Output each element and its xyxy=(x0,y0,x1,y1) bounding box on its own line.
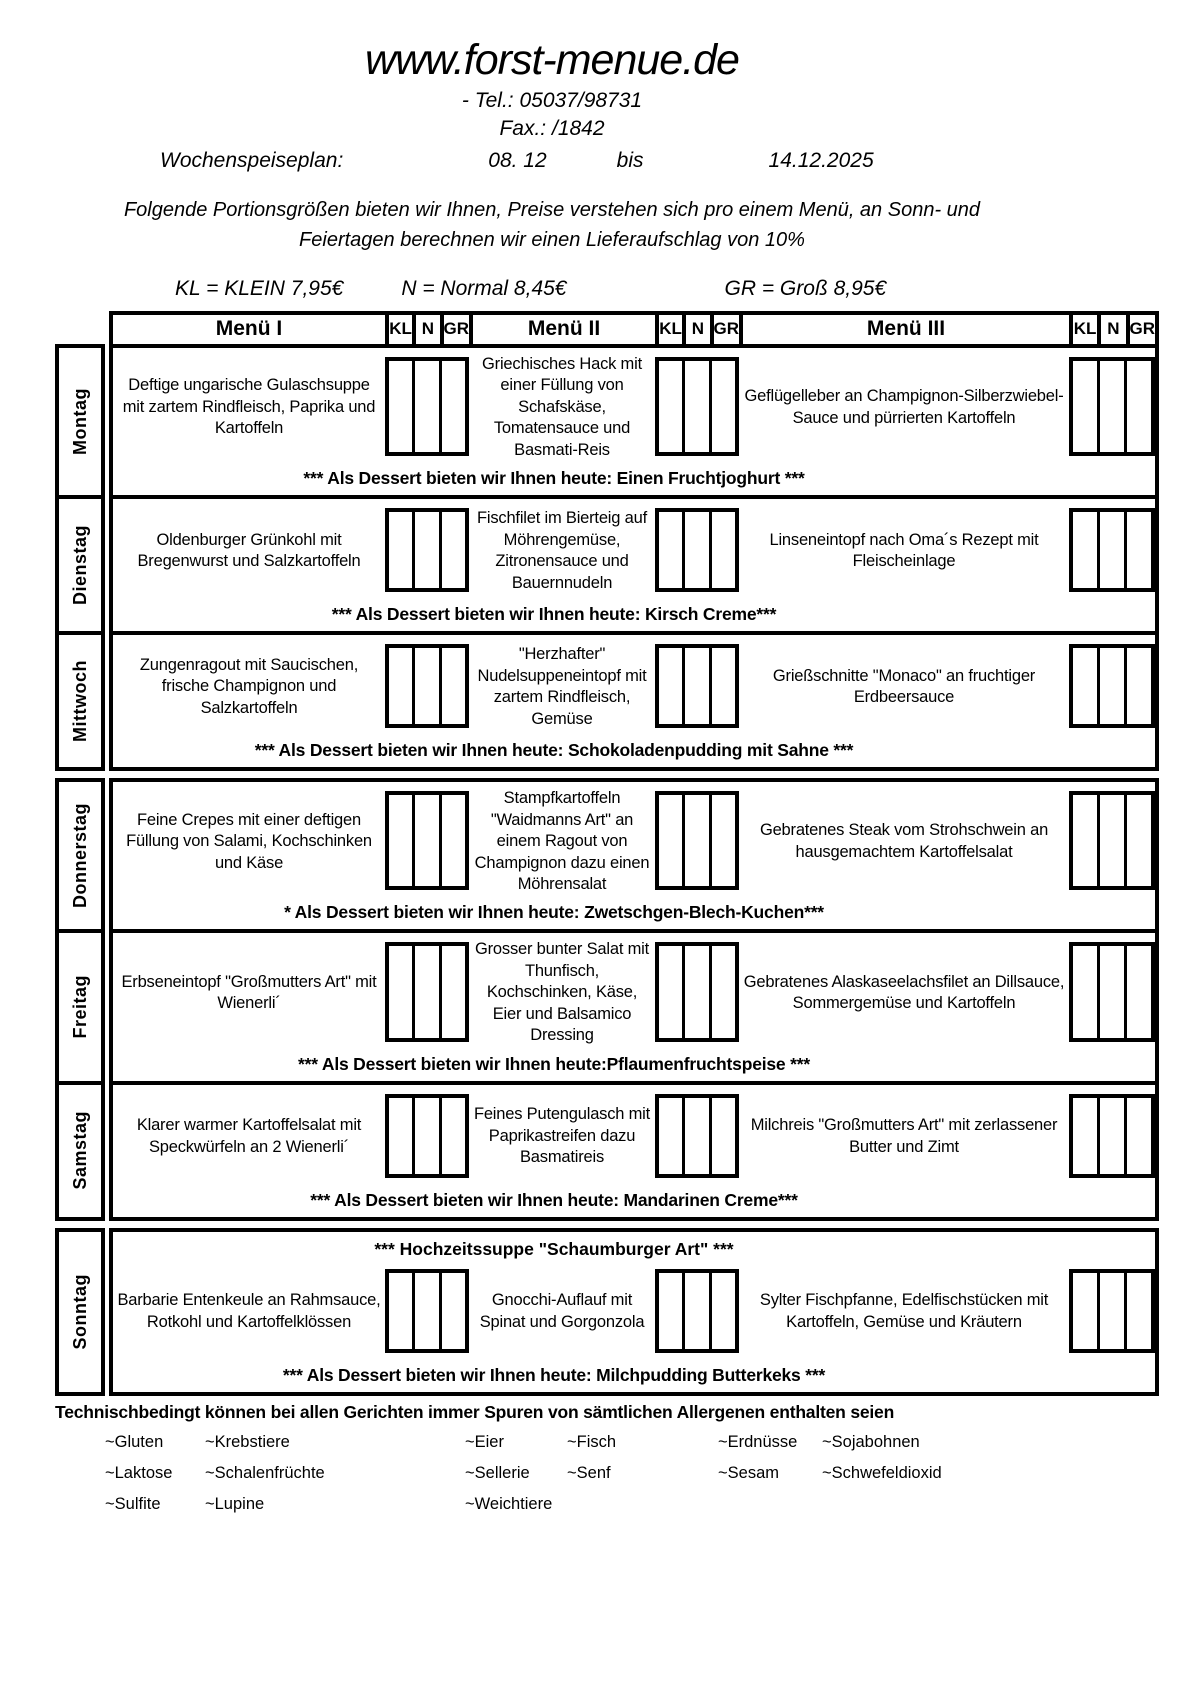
allergen-item: ~Lupine xyxy=(205,1494,265,1513)
portion-checkboxes-menu3 xyxy=(1069,499,1155,603)
day-content xyxy=(109,495,1159,635)
menu3-dish: Gebratenes Steak vom Strohschwein an hausgemachtem Kartoffelsalat xyxy=(759,821,1049,861)
column-header-menu1: Menü I xyxy=(215,317,283,340)
date-separator: bis xyxy=(616,149,644,172)
column-header-gr: GR xyxy=(710,315,740,344)
checkbox-kl[interactable] xyxy=(659,648,682,724)
column-header-gr: GR xyxy=(1126,315,1156,344)
checkbox-group xyxy=(1069,791,1155,890)
checkbox-gr[interactable] xyxy=(439,361,465,452)
checkbox-gr[interactable] xyxy=(439,1273,465,1349)
day-label xyxy=(55,344,105,499)
day-name: Mittwoch xyxy=(69,660,90,743)
checkbox-kl[interactable] xyxy=(659,361,682,452)
portion-checkboxes-menu1 xyxy=(385,635,469,739)
menu2-dish: Grosser bunter Salat mit Thunfisch, Kochschinken, Käse, Eier und Balsamico Dressing xyxy=(474,940,650,1045)
day-row xyxy=(55,495,1159,635)
day-label xyxy=(55,929,105,1084)
allergen-item: ~Senf xyxy=(567,1463,611,1482)
checkbox-n[interactable] xyxy=(1097,648,1124,724)
menu-table xyxy=(55,311,1159,1396)
menu3-dish: Milchreis "Großmutters Art" mit zerlassener Butter und Zimt xyxy=(750,1116,1058,1156)
column-header-menu3: Menü III xyxy=(739,315,1069,344)
menu2-dish: Gnocchi-Auflauf mit Spinat und Gorgonzola xyxy=(479,1291,645,1331)
day-label xyxy=(55,495,105,635)
allergen-item: ~Schwefeldioxid xyxy=(822,1463,942,1482)
checkbox-n[interactable] xyxy=(682,648,708,724)
checkbox-group xyxy=(385,644,469,728)
checkbox-group xyxy=(385,1094,469,1178)
dessert-line: *** Als Dessert bieten wir Ihnen heute: Milchpudding Butterkeks *** xyxy=(282,1364,826,1385)
table-body xyxy=(55,344,1159,1396)
day-content xyxy=(109,929,1159,1084)
checkbox-n[interactable] xyxy=(1097,1273,1124,1349)
checkbox-n[interactable] xyxy=(682,512,708,588)
allergen-item: ~Fisch xyxy=(567,1432,617,1451)
column-header-kl: KL xyxy=(389,319,412,338)
checkbox-group xyxy=(385,1269,469,1353)
document-header xyxy=(0,36,1104,301)
portion-checkboxes-menu1 xyxy=(385,1085,469,1189)
checkbox-group xyxy=(655,791,739,890)
checkbox-kl[interactable] xyxy=(659,512,682,588)
column-header-kl: KL xyxy=(1073,319,1097,338)
checkbox-kl[interactable] xyxy=(389,512,412,588)
menu1-dish: Zungenragout mit Saucischen, frische Champignon und Salzkartoffeln xyxy=(139,656,359,717)
menu2-dish: Stampfkartoffeln "Waidmanns Art" an einem Ragout von Champignon dazu einen Möhrensalat xyxy=(474,789,650,893)
checkbox-kl[interactable] xyxy=(1073,1273,1097,1349)
checkbox-gr[interactable] xyxy=(439,1098,465,1174)
column-header-menu2: Menü II xyxy=(469,315,655,344)
day-row xyxy=(55,778,1159,933)
column-header-n: N xyxy=(682,315,709,344)
allergen-item: ~Schalenfrüchte xyxy=(205,1463,325,1482)
portion-checkboxes-menu3 xyxy=(1069,782,1155,901)
menu1-dish: Feine Crepes mit einer deftigen Füllung von Salami, Kochschinken und Käse xyxy=(126,810,372,872)
menu2-dish: Fischfilet im Bierteig auf Möhrengemüse, Zitronensauce und Bauernnudeln xyxy=(477,509,647,592)
checkbox-gr[interactable] xyxy=(1124,361,1151,452)
portion-checkboxes-menu1 xyxy=(385,933,469,1052)
portion-checkboxes-menu2 xyxy=(655,782,739,901)
checkbox-kl[interactable] xyxy=(389,1273,412,1349)
allergen-item xyxy=(567,1495,718,1514)
checkbox-kl[interactable] xyxy=(1073,512,1097,588)
checkbox-kl[interactable] xyxy=(389,1098,412,1174)
day-row xyxy=(55,1081,1159,1221)
menus-grid xyxy=(113,782,1155,901)
price-legend xyxy=(0,277,1104,301)
checkbox-kl[interactable] xyxy=(1073,795,1097,886)
checkbox-gr[interactable] xyxy=(709,361,735,452)
plan-label: Wochenspeiseplan: xyxy=(160,149,344,172)
allergen-footer xyxy=(55,1402,1159,1514)
menus-grid xyxy=(113,499,1155,603)
checkbox-n[interactable] xyxy=(412,512,438,588)
menu3-dish: Sylter Fischpfanne, Edelfischstücken mit Kartoffeln, Gemüse und Kräutern xyxy=(759,1291,1049,1331)
checkbox-n[interactable] xyxy=(682,946,708,1037)
day-content xyxy=(109,1228,1159,1396)
day-name: Samstag xyxy=(69,1111,90,1190)
portion-checkboxes-menu2 xyxy=(655,635,739,739)
checkbox-group xyxy=(655,644,739,728)
portion-checkboxes-menu3 xyxy=(1069,1085,1155,1189)
checkbox-gr[interactable] xyxy=(1124,512,1151,588)
checkbox-gr[interactable] xyxy=(1124,795,1151,886)
portion-checkboxes-menu2 xyxy=(655,1085,739,1189)
checkbox-group xyxy=(1069,1094,1155,1178)
checkbox-group xyxy=(385,791,469,890)
portion-checkboxes-menu2 xyxy=(655,933,739,1052)
allergen-item: ~Sesam xyxy=(718,1463,779,1482)
checkbox-n[interactable] xyxy=(412,1098,438,1174)
checkbox-gr[interactable] xyxy=(1124,648,1151,724)
day-row xyxy=(55,344,1159,499)
checkbox-kl[interactable] xyxy=(659,1098,682,1174)
checkbox-n[interactable] xyxy=(682,361,708,452)
day-content xyxy=(109,344,1159,499)
website-title: www.forst-menue.de xyxy=(365,36,739,84)
checkbox-n[interactable] xyxy=(412,361,438,452)
dessert-line: *** Als Dessert bieten wir Ihnen heute:Pflaumenfruchtspeise *** xyxy=(298,1053,810,1074)
checkbox-group xyxy=(655,1094,739,1178)
day-content xyxy=(109,631,1159,771)
menu1-dish: Klarer warmer Kartoffelsalat mit Speckwürfeln an 2 Wienerli´ xyxy=(136,1116,362,1156)
checkbox-kl[interactable] xyxy=(389,648,412,724)
dessert-line: *** Als Dessert bieten wir Ihnen heute: Kirsch Creme*** xyxy=(331,604,777,625)
menu1-dish: Barbarie Entenkeule an Rahmsauce, Rotkohl und Kartoffelklössen xyxy=(117,1291,381,1331)
dessert-line: *** Als Dessert bieten wir Ihnen heute: Mandarinen Creme*** xyxy=(310,1189,798,1210)
checkbox-n[interactable] xyxy=(682,1098,708,1174)
checkbox-group xyxy=(1069,644,1155,728)
allergen-item: ~Laktose xyxy=(105,1463,173,1482)
checkbox-n[interactable] xyxy=(1097,795,1124,886)
day-content xyxy=(109,778,1159,933)
portion-checkboxes-menu3 xyxy=(1069,635,1155,739)
checkbox-group xyxy=(655,942,739,1041)
checkbox-kl[interactable] xyxy=(1073,648,1097,724)
day-label xyxy=(55,1228,105,1396)
day-row xyxy=(55,929,1159,1084)
checkbox-gr[interactable] xyxy=(439,795,465,886)
size-header-group xyxy=(655,315,739,344)
allergen-list xyxy=(105,1433,1159,1514)
checkbox-gr[interactable] xyxy=(1124,1273,1151,1349)
checkbox-group xyxy=(385,508,469,592)
checkbox-n[interactable] xyxy=(412,795,438,886)
table-header-row xyxy=(109,311,1159,348)
checkbox-group xyxy=(1069,1269,1155,1353)
portion-checkboxes-menu3 xyxy=(1069,933,1155,1052)
portion-checkboxes-menu1 xyxy=(385,782,469,901)
checkbox-n[interactable] xyxy=(412,648,438,724)
allergen-item: ~Sellerie xyxy=(465,1463,530,1482)
checkbox-n[interactable] xyxy=(1097,1098,1124,1174)
checkbox-gr[interactable] xyxy=(439,946,465,1037)
checkbox-group xyxy=(655,1269,739,1353)
menus-grid xyxy=(113,933,1155,1052)
menus-grid xyxy=(113,635,1155,739)
portion-note xyxy=(0,195,1104,255)
checkbox-n[interactable] xyxy=(1097,512,1124,588)
menus-grid xyxy=(113,1085,1155,1189)
day-name: Montag xyxy=(69,388,90,456)
starter-line: *** Hochzeitssuppe "Schaumburger Art" *** xyxy=(374,1238,734,1259)
portion-checkboxes-menu2 xyxy=(655,1260,739,1364)
column-header-gr: GR xyxy=(440,315,470,344)
day-label xyxy=(55,631,105,771)
checkbox-n[interactable] xyxy=(412,1273,438,1349)
checkbox-group xyxy=(1069,357,1155,456)
price-small: KL = KLEIN 7,95€ xyxy=(175,277,344,300)
column-header-n: N xyxy=(1097,315,1125,344)
price-normal: N = Normal 8,45€ xyxy=(401,277,567,300)
day-content xyxy=(109,1081,1159,1221)
menu1-dish: Oldenburger Grünkohl mit Bregenwurst und Salzkartoffeln xyxy=(137,530,361,571)
allergen-item xyxy=(822,1495,1100,1514)
checkbox-gr[interactable] xyxy=(709,1273,735,1349)
phone-line: - Tel.: 05037/98731 xyxy=(461,89,643,112)
checkbox-gr[interactable] xyxy=(1124,1098,1151,1174)
dessert-line: * Als Dessert bieten wir Ihnen heute: Zwetschgen-Blech-Kuchen*** xyxy=(284,902,824,923)
checkbox-gr[interactable] xyxy=(439,648,465,724)
day-name: Sonntag xyxy=(69,1273,90,1350)
menus-grid xyxy=(113,1260,1155,1364)
checkbox-gr[interactable] xyxy=(1124,946,1151,1037)
fax-line: Fax.: /1842 xyxy=(499,117,605,140)
menus-grid xyxy=(113,348,1155,467)
checkbox-kl[interactable] xyxy=(1073,1098,1097,1174)
size-header-group xyxy=(1069,315,1155,344)
checkbox-group xyxy=(655,508,739,592)
checkbox-group xyxy=(385,357,469,456)
dessert-line: *** Als Dessert bieten wir Ihnen heute: Schokoladenpudding mit Sahne *** xyxy=(254,740,854,761)
day-name: Dienstag xyxy=(69,525,90,606)
day-row xyxy=(55,1228,1159,1396)
day-row xyxy=(55,631,1159,771)
checkbox-gr[interactable] xyxy=(709,648,735,724)
portion-checkboxes-menu1 xyxy=(385,499,469,603)
date-to: 14.12.2025 xyxy=(768,149,874,172)
allergen-note: Technischbedingt können bei allen Gerichten immer Spuren von sämtlichen Allergenen enthalten seien xyxy=(55,1401,895,1422)
day-label xyxy=(55,778,105,933)
allergen-item: ~Krebstiere xyxy=(205,1432,290,1451)
allergen-item: ~Weichtiere xyxy=(465,1494,553,1513)
price-large: GR = Groß 8,95€ xyxy=(724,277,887,300)
day-name: Donnerstag xyxy=(69,803,90,909)
column-header-kl: KL xyxy=(659,319,682,338)
portion-note-line1: Folgende Portionsgrößen bieten wir Ihnen, Preise verstehen sich pro einem Menü, an Sonn- und xyxy=(123,199,981,221)
dessert-line: *** Als Dessert bieten wir Ihnen heute: Einen Fruchtjoghurt *** xyxy=(303,468,805,489)
allergen-item: ~Sulfite xyxy=(105,1494,161,1513)
menu3-dish: Grießschnitte "Monaco" an fruchtiger Erdbeersauce xyxy=(772,666,1036,707)
checkbox-gr[interactable] xyxy=(709,946,735,1037)
allergen-item: ~Sojabohnen xyxy=(822,1432,920,1451)
menu3-dish: Linseneintopf nach Oma´s Rezept mit Fleischeinlage xyxy=(769,530,1039,571)
portion-checkboxes-menu1 xyxy=(385,348,469,467)
menu2-dish: Griechisches Hack mit einer Füllung von Schafskäse, Tomatensauce und Basmati-Reis xyxy=(482,355,642,459)
checkbox-n[interactable] xyxy=(682,795,708,886)
checkbox-gr[interactable] xyxy=(709,795,735,886)
portion-checkboxes-menu2 xyxy=(655,348,739,467)
checkbox-group xyxy=(1069,942,1155,1041)
checkbox-kl[interactable] xyxy=(1073,361,1097,452)
checkbox-kl[interactable] xyxy=(1073,946,1097,1037)
checkbox-gr[interactable] xyxy=(439,512,465,588)
portion-checkboxes-menu2 xyxy=(655,499,739,603)
plan-period-line xyxy=(0,149,1104,173)
allergen-item: ~Gluten xyxy=(105,1432,164,1451)
allergen-item: ~Erdnüsse xyxy=(718,1432,798,1451)
checkbox-group xyxy=(655,357,739,456)
checkbox-kl[interactable] xyxy=(659,1273,682,1349)
menu3-dish: Geflügelleber an Champignon-Silberzwiebel-Sauce und pürrierten Kartoffeln xyxy=(744,387,1064,427)
portion-checkboxes-menu3 xyxy=(1069,348,1155,467)
size-header-group xyxy=(385,315,469,344)
checkbox-kl[interactable] xyxy=(389,361,412,452)
checkbox-kl[interactable] xyxy=(389,946,412,1037)
date-from: 08. 12 xyxy=(488,149,547,172)
menu1-dish: Erbseneintopf "Großmutters Art" mit Wienerli´ xyxy=(121,972,377,1012)
column-header-n: N xyxy=(412,315,439,344)
checkbox-group xyxy=(1069,508,1155,592)
menu2-dish: "Herzhafter" Nudelsuppeneintopf mit zartem Rindfleisch, Gemüse xyxy=(477,645,647,728)
checkbox-group xyxy=(385,942,469,1041)
menu1-dish: Deftige ungarische Gulaschsuppe mit zartem Rindfleisch, Paprika und Kartoffeln xyxy=(122,376,376,438)
checkbox-n[interactable] xyxy=(1097,946,1124,1037)
portion-checkboxes-menu3 xyxy=(1069,1260,1155,1364)
allergen-item: ~Eier xyxy=(465,1432,504,1451)
checkbox-n[interactable] xyxy=(1097,361,1124,452)
checkbox-n[interactable] xyxy=(682,1273,708,1349)
checkbox-gr[interactable] xyxy=(709,1098,735,1174)
menu3-dish: Gebratenes Alaskaseelachsfilet an Dillsauce, Sommergemüse und Kartoffeln xyxy=(743,972,1065,1012)
checkbox-gr[interactable] xyxy=(709,512,735,588)
checkbox-n[interactable] xyxy=(412,946,438,1037)
checkbox-kl[interactable] xyxy=(659,795,682,886)
portion-note-line2: Feiertagen berechnen wir einen Lieferaufschlag von 10% xyxy=(299,229,805,251)
day-label xyxy=(55,1081,105,1221)
portion-checkboxes-menu1 xyxy=(385,1260,469,1364)
checkbox-kl[interactable] xyxy=(659,946,682,1037)
allergen-item xyxy=(718,1495,822,1514)
menu2-dish: Feines Putengulasch mit Paprikastreifen dazu Basmatireis xyxy=(473,1105,651,1167)
checkbox-kl[interactable] xyxy=(389,795,412,886)
day-name: Freitag xyxy=(69,975,90,1039)
